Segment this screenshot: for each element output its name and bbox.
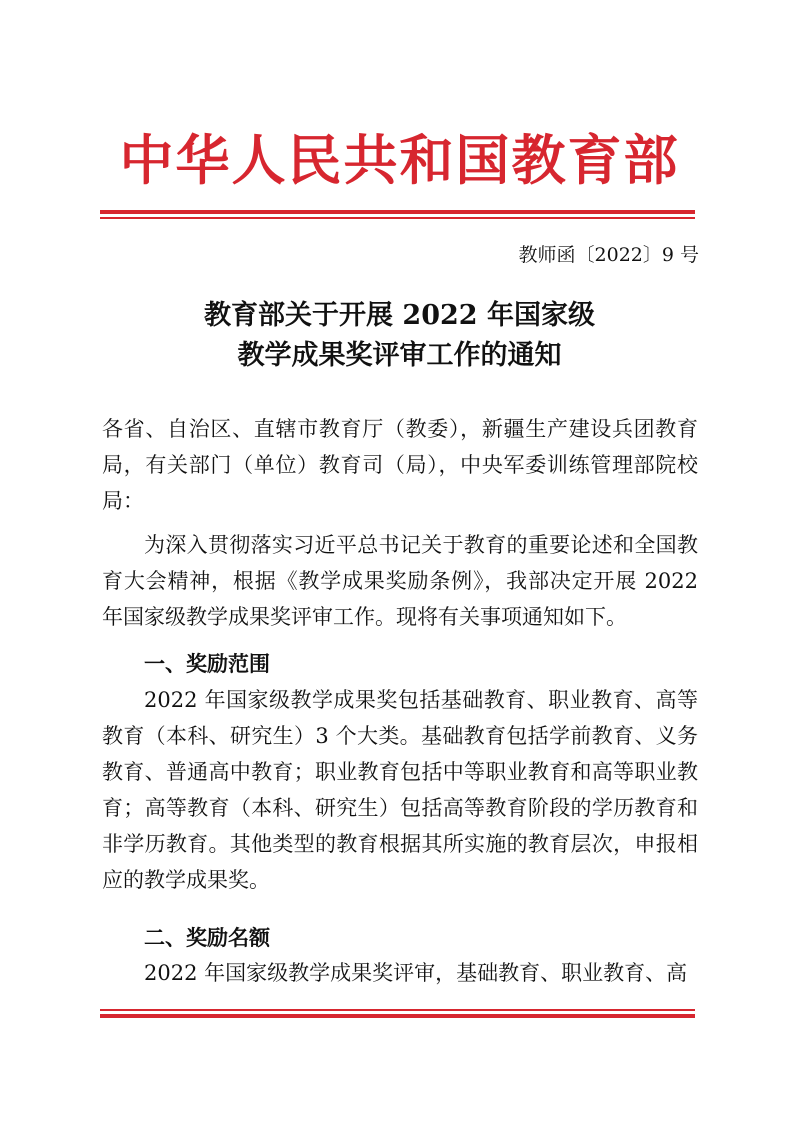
- footer-red-rule-thick: [100, 1014, 695, 1018]
- section-1-paragraph: 2022 年国家级教学成果奖包括基础教育、职业教育、高等教育（本科、研究生）3 个大类。基础教育包括学前教育、义务教育、普通高中教育；职业教育包括中等职业教育和高等职业教育；高等教育（本科、研究生）包括高等教育阶段的学历教育和非学历教育。其他类型的教育根据其所实施的教育层次，申报相应的教学成果奖。: [102, 688, 698, 892]
- document-title-line-1: 教育部关于开展 2022 年国家级: [204, 300, 595, 331]
- intro-paragraph: 为深入贯彻落实习近平总书记关于教育的重要论述和全国教育大会精神，根据《教学成果奖励条例》，我部决定开展 2022 年国家级教学成果奖评审工作。现将有关事项通知如下。: [102, 533, 698, 629]
- masthead-red-rule-thin: [100, 217, 695, 219]
- addressee-paragraph: 各省、自治区、直辖市教育厅（教委），新疆生产建设兵团教育局，有关部门（单位）教育司（局），中央军委训练管理部院校局：: [102, 417, 698, 513]
- section-1-heading: 一、奖励范围: [144, 652, 270, 676]
- section-2-paragraph: 2022 年国家级教学成果奖评审，基础教育、职业教育、高: [144, 961, 688, 985]
- document-title-line-2: 教学成果奖评审工作的通知: [237, 340, 562, 371]
- footer-red-rule-thin: [100, 1009, 695, 1011]
- issuer-masthead: 中华人民共和国教育部: [119, 128, 680, 192]
- document-number: 教师函〔2022〕9 号: [518, 244, 699, 266]
- section-2-heading: 二、奖励名额: [144, 926, 270, 950]
- masthead-red-rule-thick: [100, 210, 695, 214]
